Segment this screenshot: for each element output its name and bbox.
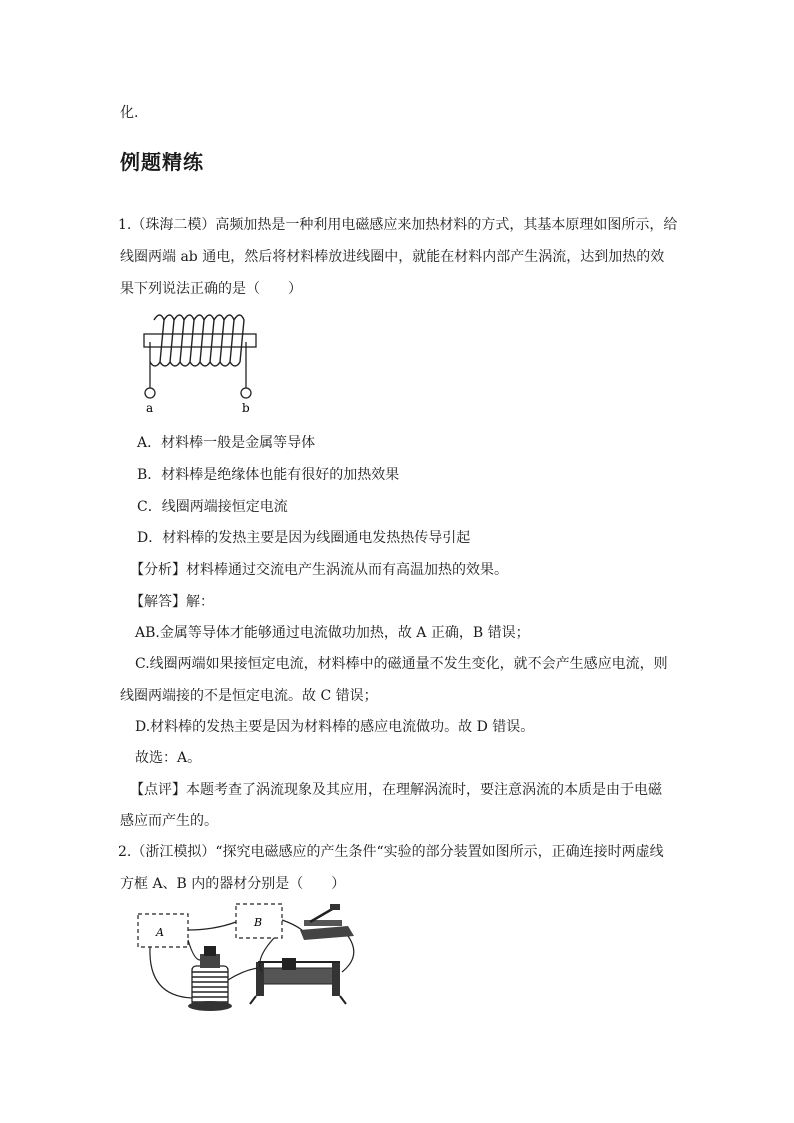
box-a-label: A bbox=[156, 926, 164, 939]
q1-answer-line-2: C.线圈两端如果接恒定电流，材料棒中的磁通量不发生变化，就不会产生感应电流，则 bbox=[135, 656, 668, 672]
q1-stem-line-3: 果下列说法正确的是（ ） bbox=[120, 281, 302, 297]
section-heading: 例题精练 bbox=[120, 150, 204, 174]
q1-comment-line-1: 【点评】本题考查了涡流现象及其应用，在理解涡流时，要注意涡流的本质是由于电磁 bbox=[130, 782, 662, 798]
coil-figure bbox=[138, 312, 268, 422]
q1-answer-line-1: AB.金属等导体才能够通过电流做功加热，故 A 正确，B 错误； bbox=[135, 625, 530, 641]
q1-stem-line-2: 线圈两端 ab 通电，然后将材料棒放进线圈中，就能在材料内部产生涡流，达到加热的效 bbox=[120, 249, 665, 265]
q1-answer-line-5: 故选：A。 bbox=[135, 750, 202, 766]
rheostat-device bbox=[250, 958, 346, 1004]
q1-analysis: 【分析】材料棒通过交流电产生涡流从而有高温加热的效果。 bbox=[130, 562, 508, 578]
q2-stem-line-2: 方框 A、B 内的器材分别是（ ） bbox=[120, 876, 346, 892]
q1-option-a: A．材料棒一般是金属等导体 bbox=[137, 435, 316, 451]
top-fragment: 化. bbox=[120, 105, 139, 121]
q1-comment-line-2: 感应而产生的。 bbox=[120, 813, 218, 829]
q1-option-c: C．线圈两端接恒定电流 bbox=[137, 499, 288, 515]
apparatus-figure bbox=[134, 900, 366, 1012]
box-b-label: B bbox=[254, 916, 263, 929]
q1-stem-line-1: 1.（珠海二模）高频加热是一种利用电磁感应来加热材料的方式，其基本原理如图所示，给 bbox=[118, 217, 678, 233]
q1-answer-label: 【解答】解： bbox=[130, 594, 214, 610]
q2-stem-line-1: 2.（浙江模拟）“探究电磁感应的产生条件“实验的部分装置如图所示，正确连接时两虚线 bbox=[118, 844, 664, 860]
q1-answer-line-4: D.材料棒的发热主要是因为材料棒的感应电流做功。故 D 错误。 bbox=[135, 719, 535, 735]
q1-answer-line-3: 线圈两端接的不是恒定电流。故 C 错误； bbox=[120, 688, 378, 704]
terminal-b bbox=[241, 388, 251, 398]
label-a: a bbox=[146, 401, 154, 415]
q1-option-b: B．材料棒是绝缘体也能有很好的加热效果 bbox=[137, 467, 400, 483]
terminal-a bbox=[145, 388, 155, 398]
q1-option-d: D．材料棒的发热主要是因为线圈通电发热热传导引起 bbox=[137, 530, 471, 546]
label-b: b bbox=[242, 401, 250, 415]
switch-device bbox=[300, 904, 354, 940]
